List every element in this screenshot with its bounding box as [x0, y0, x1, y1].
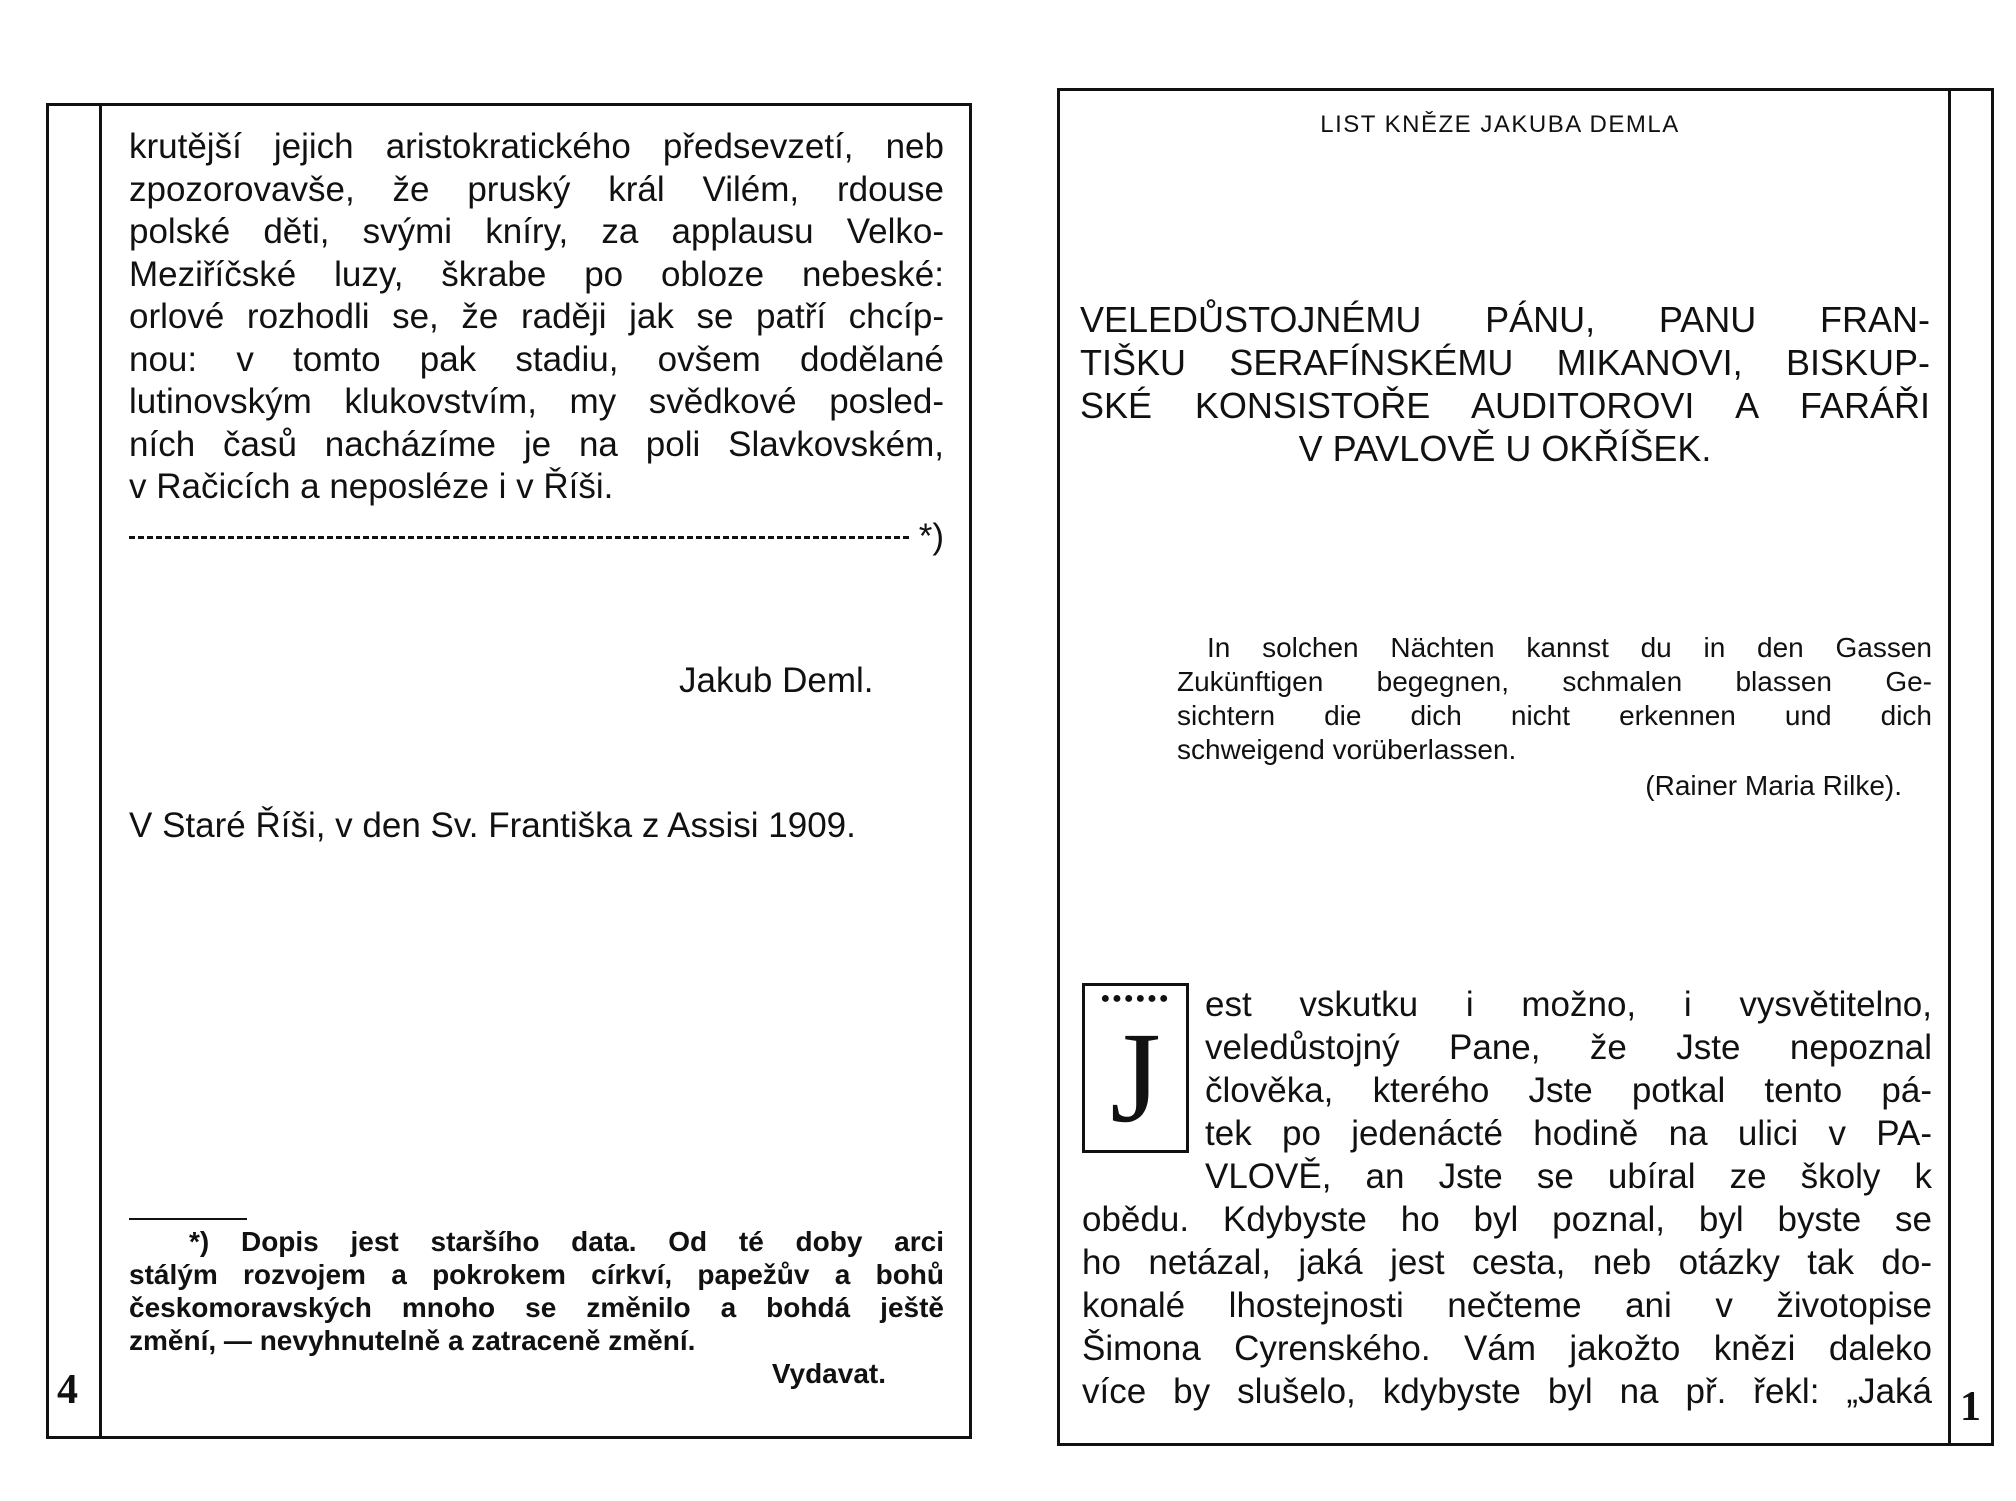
dash-separator — [129, 516, 944, 558]
motto-line: schweigend vorüberlassen. — [1177, 734, 1517, 765]
footnote-line: českomoravských mnoho se změnilo a bohdá ještě — [129, 1292, 944, 1323]
text-line: ních časů nacházíme je na poli Slavkovském, — [129, 424, 944, 464]
text-line: obědu. Kdybyste ho byl poznal, byl byste se — [1082, 1200, 1932, 1239]
text-line: více by slušelo, kdybyste byl na př. řekl: „Jaká — [1082, 1372, 1932, 1411]
text-line: konalé lhostejnosti nečteme ani v životopise — [1082, 1286, 1932, 1325]
right-page — [1057, 88, 1994, 1446]
drop-cap-letter: J — [1110, 1006, 1161, 1150]
motto-source: (Rainer Maria Rilke). — [1645, 770, 1902, 801]
text-line: tek po jedenácté hodině na ulici v PA- — [1205, 1114, 1932, 1153]
text-line: est vskutku i možno, i vysvětitelno, — [1205, 985, 1932, 1024]
text-line: Meziříčské luzy, škrabe po obloze nebeské: — [129, 254, 944, 294]
text-line: VLOVĚ, an Jste se ubíral ze školy k — [1205, 1157, 1932, 1196]
text-line: orlové rozhodli se, že raději jak se patří chcíp- — [129, 297, 944, 336]
text-line: člověka, kterého Jste potkal tento pá- — [1205, 1071, 1932, 1110]
footnote-editor: Vydavat. — [771, 1358, 886, 1389]
footnote-marker: *) — [918, 517, 944, 556]
text-line: ho netázal, jaká jest cesta, neb otázky tak do- — [1082, 1243, 1932, 1282]
running-head: LIST KNĚZE JAKUBA DEMLA — [1320, 111, 1680, 138]
text-line: v Račicích a neposléze i v Říši. — [129, 467, 614, 506]
right-margin-rule — [1948, 91, 1951, 1443]
text-line: polské děti, svými kníry, za applausu Velko- — [129, 212, 944, 251]
dedication-line: VELEDŮSTOJNÉMU PÁNU, PANU FRAN- — [1080, 299, 1930, 340]
left-page — [46, 103, 972, 1439]
left-margin-rule — [99, 106, 102, 1436]
signature: Jakub Deml. — [679, 661, 874, 700]
text-line: zpozorovavše, že pruský král Vilém, rdouse — [129, 169, 944, 209]
page-number: 4 — [57, 1367, 78, 1413]
dedication-line: TIŠKU SERAFÍNSKÉMU MIKANOVI, BISKUP- — [1080, 342, 1930, 383]
dedication-line: V PAVLOVĚ U OKŘÍŠEK. — [1298, 428, 1712, 469]
dashed-rule — [129, 536, 909, 539]
footnote-line: *) Dopis jest staršího data. Od té doby arci — [189, 1226, 944, 1257]
text-line: veledůstojný Pane, že Jste nepoznal — [1205, 1028, 1932, 1067]
body-text — [1082, 983, 1932, 1413]
footnote-line: změní, — nevyhnutelně a zatraceně změní. — [129, 1325, 696, 1356]
body-text — [129, 126, 944, 509]
text-line: lutinovským klukovstvím, my svědkové posled- — [129, 382, 944, 421]
motto — [1177, 631, 1932, 803]
motto-line: In solchen Nächten kannst du in den Gassen — [1207, 632, 1932, 663]
text-line: krutější jejich aristokratického předsevzetí, neb — [129, 127, 944, 166]
text-line: Šimona Cyrenského. Vám jakožto knězi daleko — [1082, 1329, 1932, 1368]
drop-cap-ornament: ●●●●●● — [1100, 990, 1171, 1007]
motto-line: Zukünftigen begegnen, schmalen blassen Ge- — [1177, 666, 1932, 697]
footnote-line: stálým rozvojem a pokrokem církví, papežův a bohů — [129, 1259, 944, 1290]
text-line: nou: v tomto pak stadiu, ovšem dodělané — [129, 339, 944, 379]
footnote — [129, 1225, 944, 1390]
motto-line: sichtern die dich nicht erkennen und dich — [1177, 700, 1932, 731]
page-number: 1 — [1960, 1384, 1981, 1430]
footnote-rule — [129, 1218, 247, 1220]
place-date: V Staré Říši, v den Sv. Františka z Assisi 1909. — [129, 806, 856, 845]
dedication-line: SKÉ KONSISTOŘE AUDITOROVI A FARÁŘI — [1080, 385, 1930, 426]
dedication — [1080, 298, 1930, 470]
